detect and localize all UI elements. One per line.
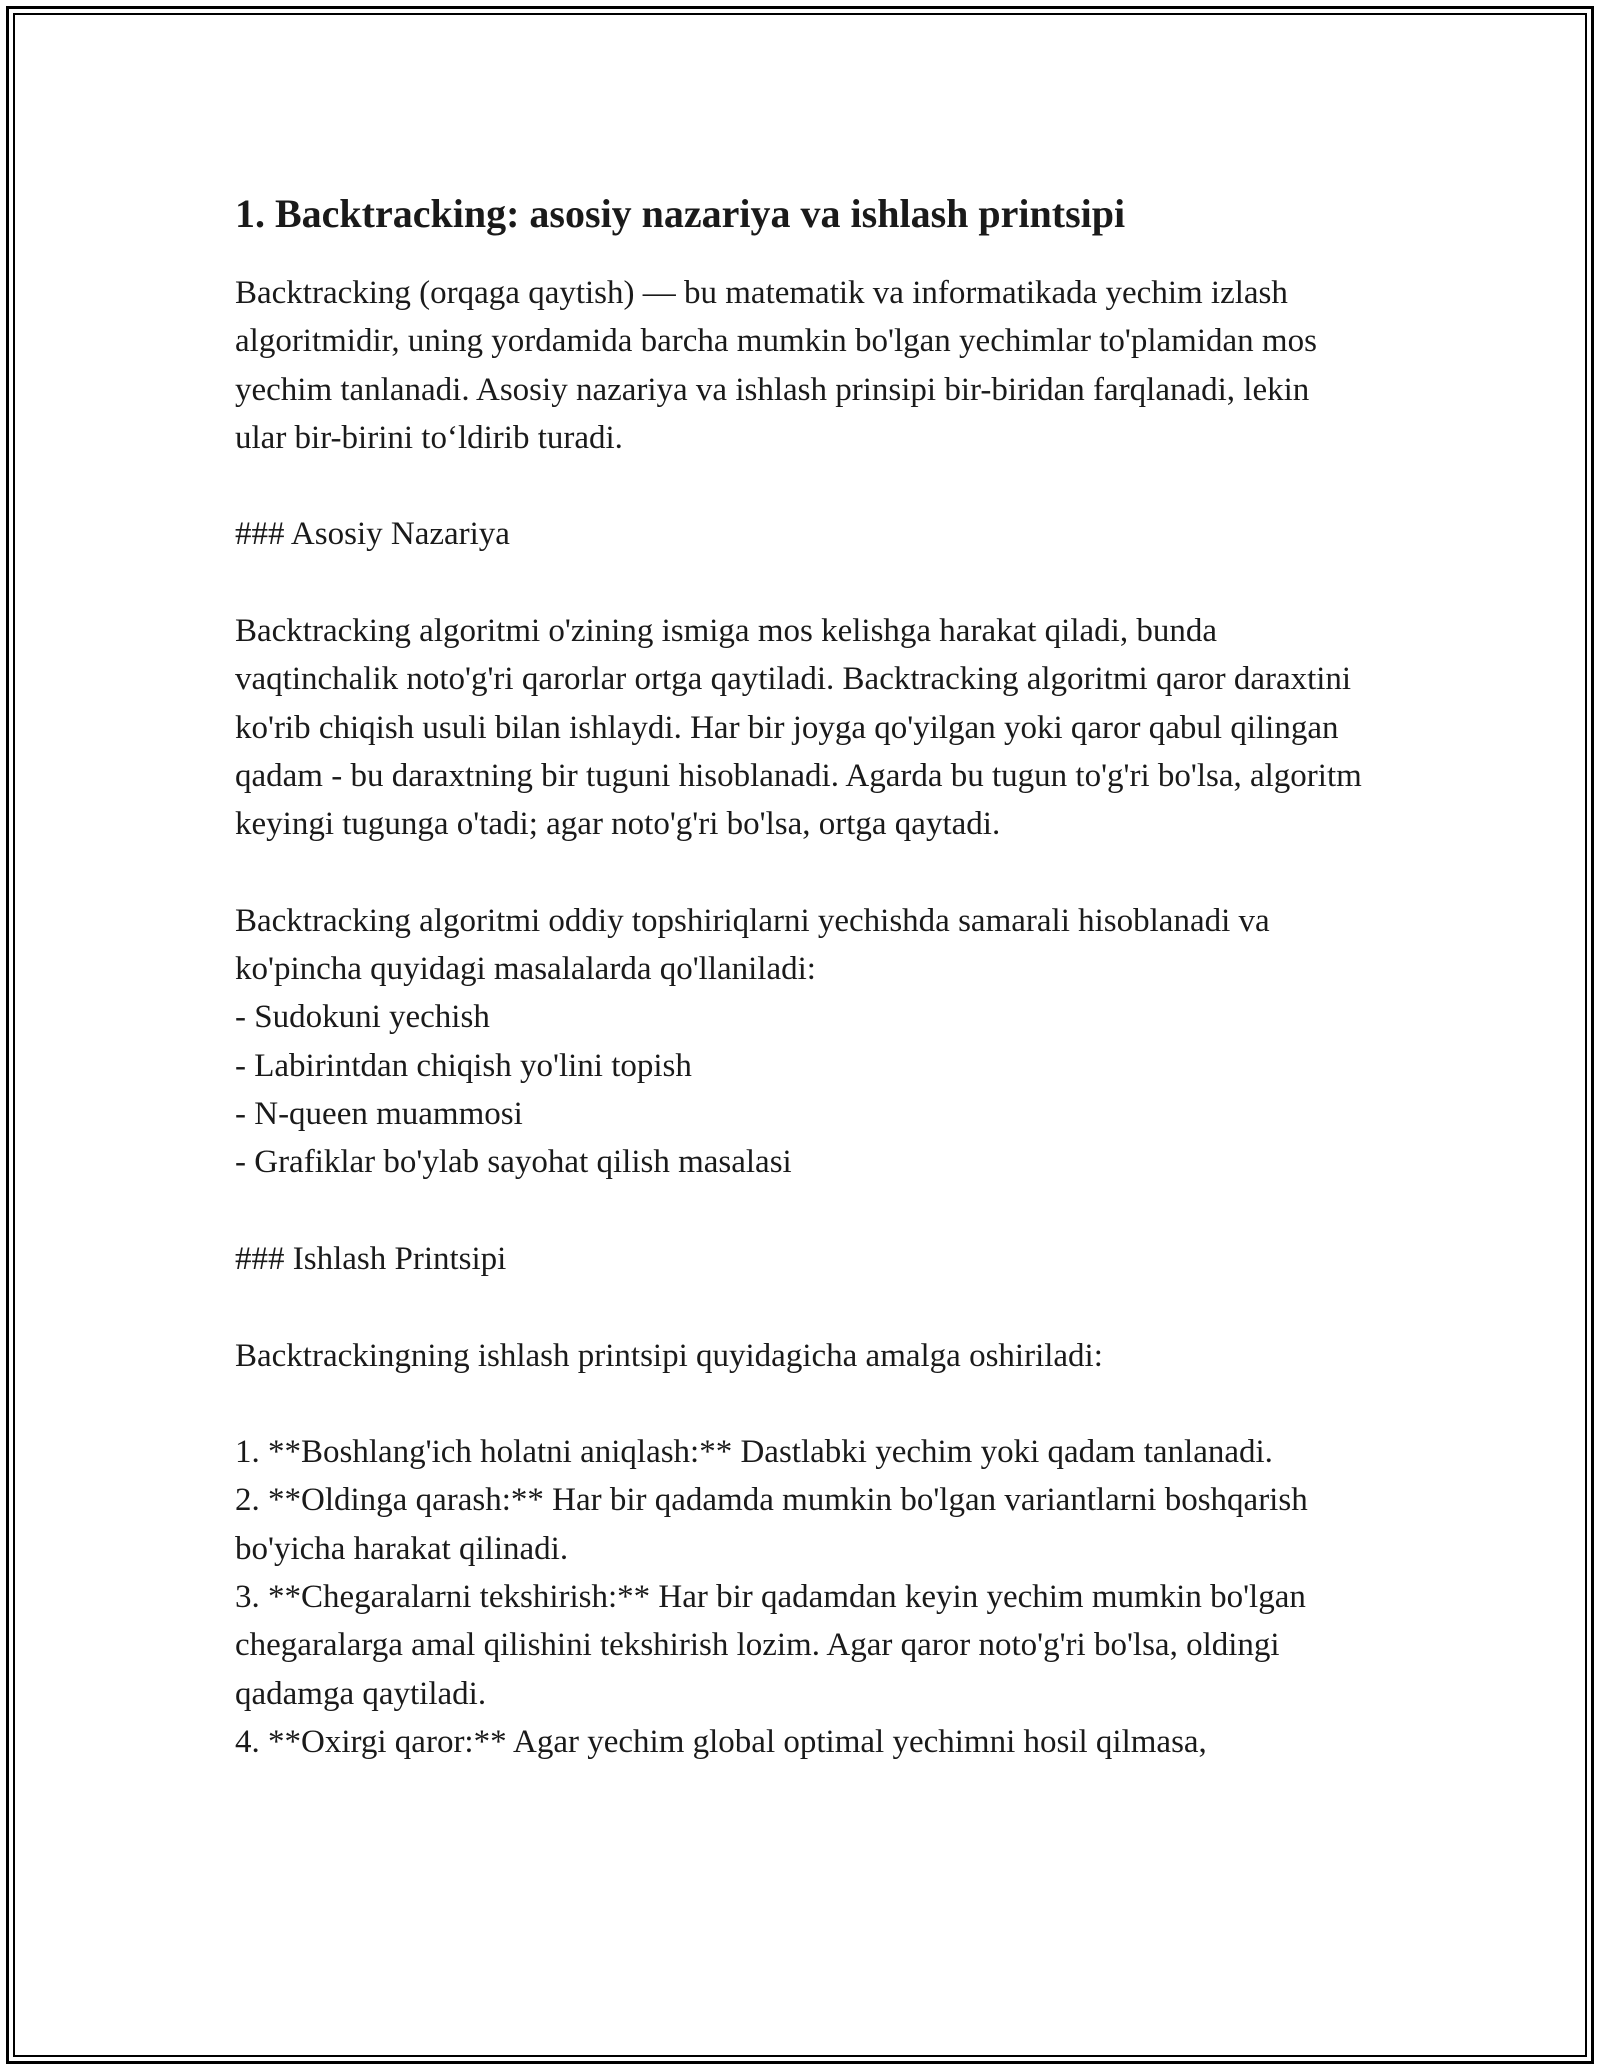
blank-line xyxy=(235,849,1365,897)
intro-paragraph: Backtracking (orqaga qaytish) — bu matematik va informatikada yechim izlash algoritmidir, uning yordamida barcha mumkin bo'lgan yechimlar to'plamidan mos yechim tanlanadi. Asosiy nazariya va ishlash prinsipi bir-biridan farqlanadi, lekin ular bir-birini to‘ldirib turadi. xyxy=(235,275,1317,456)
blank-line xyxy=(235,1187,1365,1235)
step-item: 3. **Chegaralarni tekshirish:** Har bir qadamdan keyin yechim mumkin bo'lgan chegaralarga amal qilishini tekshirish lozim. Agar qaror noto'g'ri bo'lsa, oldingi qadamga qaytiladi. xyxy=(235,1579,1306,1712)
use-cases-intro: Backtracking algoritmi oddiy topshiriqlarni yechishda samarali hisoblanadi va ko'pincha quyidagi masalalarda qo'llaniladi: xyxy=(235,902,1270,988)
section-heading-nazariya: ### Asosiy Nazariya xyxy=(235,516,510,553)
document-title: 1. Backtracking: asosiy nazariya va ishlash printsipi xyxy=(235,191,1126,236)
blank-line xyxy=(235,462,1365,510)
list-item: - Grafiklar bo'ylab sayohat qilish masalasi xyxy=(235,1144,792,1181)
step-item: 4. **Oxirgi qaror:** Agar yechim global optimal yechimni hosil qilmasa, xyxy=(235,1723,1207,1760)
list-item: - N-queen muammosi xyxy=(235,1096,523,1133)
blank-line xyxy=(235,1380,1365,1428)
printsip-intro: Backtrackingning ishlash printsipi quyidagicha amalga oshiriladi: xyxy=(235,1337,1103,1374)
blank-line xyxy=(235,559,1365,607)
document-body xyxy=(235,186,1365,1766)
blank-line xyxy=(235,1283,1365,1331)
list-item: - Labirintdan chiqish yo'lini topish xyxy=(235,1047,692,1084)
step-item: 1. **Boshlang'ich holatni aniqlash:** Dastlabki yechim yoki qadam tanlanadi. xyxy=(235,1434,1273,1471)
section-heading-printsip: ### Ishlash Printsipi xyxy=(235,1240,507,1277)
step-item: 2. **Oldinga qarash:** Har bir qadamda mumkin bo'lgan variantlarni boshqarish bo'yicha harakat qilinadi. xyxy=(235,1482,1308,1567)
nazariya-paragraph: Backtracking algoritmi o'zining ismiga mos kelishga harakat qiladi, bunda vaqtinchalik noto'g'ri qarorlar ortga qaytiladi. Backtracking algoritmi qaror daraxtini ko'rib chiqish usuli bilan ishlaydi. Har bir joyga qo'yilgan yoki qaror qabul qilingan qadam - bu daraxtning bir tuguni hisoblanadi. Agarda bu tugun to'g'ri bo'lsa, algoritm keyingi tugunga o'tadi; agar noto'g'ri bo'lsa, ortga qaytadi. xyxy=(235,613,1362,843)
list-item: - Sudokuni yechish xyxy=(235,999,490,1036)
